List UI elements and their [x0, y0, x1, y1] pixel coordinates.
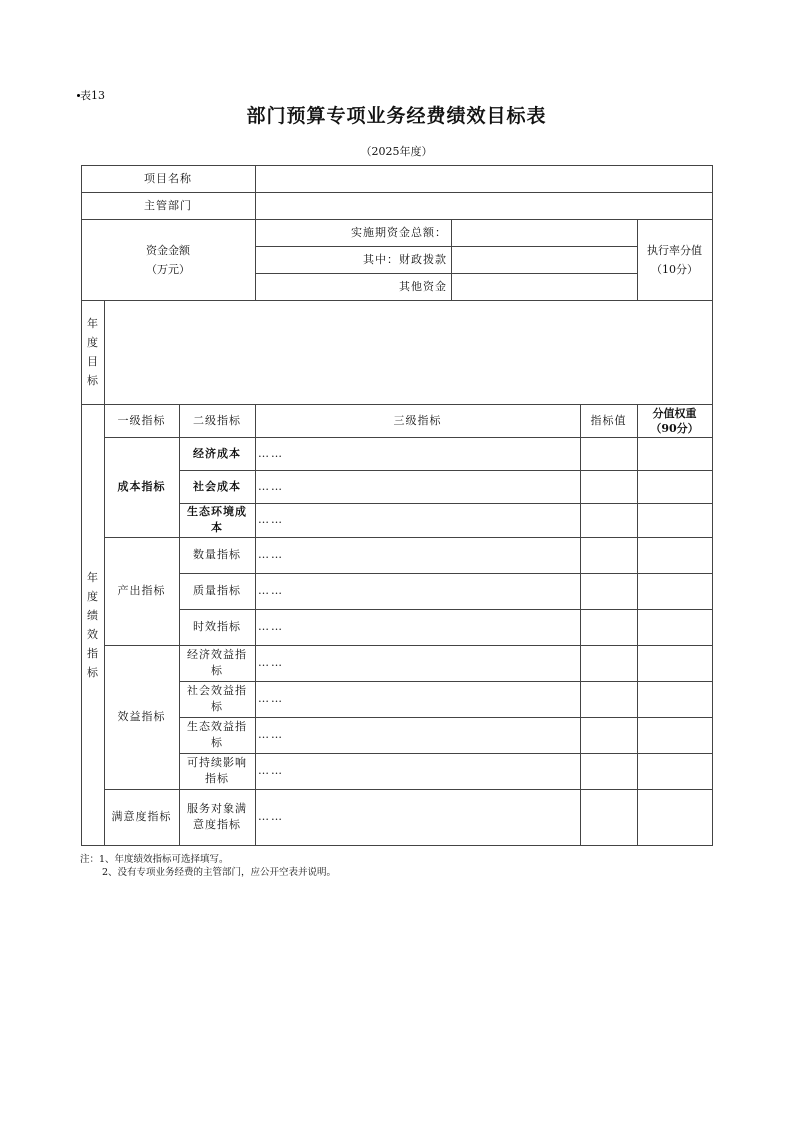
exec-score: （10分） — [651, 262, 698, 276]
total-funds-label: 实施期资金总额： — [351, 225, 447, 239]
department-field[interactable] — [255, 192, 712, 219]
l3-row-4[interactable]: …… — [258, 548, 284, 561]
l2-ecological-cost: 生态环境成本 — [187, 505, 247, 534]
l3-row-5[interactable]: …… — [258, 584, 284, 597]
note-1: 注：1、年度绩效指标可选择填写。 — [80, 854, 229, 865]
annual-goal-field[interactable] — [104, 300, 712, 404]
level2-header: 二级指标 — [193, 413, 241, 427]
total-funds-field[interactable] — [451, 219, 637, 246]
l2-social-cost: 社会成本 — [193, 479, 241, 493]
fiscal-funds-label: 其中：财政拨款 — [363, 252, 447, 266]
fiscal-funds-field[interactable] — [451, 246, 637, 273]
l2-economic-benefit: 经济效益指标 — [187, 648, 247, 677]
l3-row-9[interactable]: …… — [258, 728, 284, 741]
l3-row-10[interactable]: …… — [258, 764, 284, 777]
level3-header: 三级指标 — [393, 413, 442, 427]
l3-row-1[interactable]: …… — [258, 446, 284, 460]
l2-timeliness: 时效指标 — [193, 620, 241, 633]
l3-row-8[interactable]: …… — [258, 692, 284, 705]
annual-performance-label: 年 度 绩 效 指 标 — [87, 570, 98, 679]
l3-row-6[interactable]: …… — [258, 620, 284, 633]
category-cost: 成本指标 — [117, 480, 166, 493]
category-satisfaction: 满意度指标 — [111, 810, 172, 823]
funds-unit: （万元） — [146, 262, 190, 276]
page-title: 部门预算专项业务经费绩效目标表 — [246, 105, 547, 127]
l2-quantity: 数量指标 — [193, 548, 241, 561]
category-benefit: 效益指标 — [117, 710, 166, 723]
execution-rate-label — [637, 219, 712, 300]
department-label: 主管部门 — [144, 198, 192, 212]
project-name-field[interactable] — [255, 165, 712, 192]
note-2: 2、没有专项业务经费的主管部门，应公开空表并说明。 — [102, 867, 337, 878]
l2-social-benefit: 社会效益指标 — [187, 684, 247, 713]
l3-row-3[interactable]: …… — [258, 513, 284, 526]
l3-row-11[interactable]: …… — [258, 810, 284, 823]
l2-sustainable-impact: 可持续影响指标 — [187, 756, 247, 785]
l3-row-2[interactable]: …… — [258, 479, 284, 493]
other-funds-field[interactable] — [451, 273, 637, 300]
indicator-value-header: 指标值 — [590, 413, 627, 427]
other-funds-label: 其他资金 — [399, 279, 447, 293]
l2-economic-cost: 经济成本 — [193, 446, 241, 460]
l2-ecological-benefit: 生态效益指标 — [187, 720, 247, 749]
level1-header: 一级指标 — [117, 413, 166, 427]
l3-row-7[interactable]: …… — [258, 656, 284, 669]
project-name-label: 项目名称 — [144, 171, 192, 185]
exec-label: 执行率分值 — [647, 243, 702, 257]
funds-amount-label — [81, 219, 255, 300]
annual-goal-label: 年 度 目 标 — [87, 317, 98, 387]
l2-service-satisfaction: 服务对象满意度指标 — [187, 802, 247, 831]
year-label: （2025年度） — [360, 145, 433, 158]
l2-quality: 质量指标 — [193, 584, 241, 597]
funds-label: 资金金额 — [146, 243, 190, 257]
table-number: 表13 — [80, 89, 105, 102]
category-output: 产出指标 — [117, 584, 166, 597]
weight-header: 分值权重 （90分） — [650, 406, 699, 435]
